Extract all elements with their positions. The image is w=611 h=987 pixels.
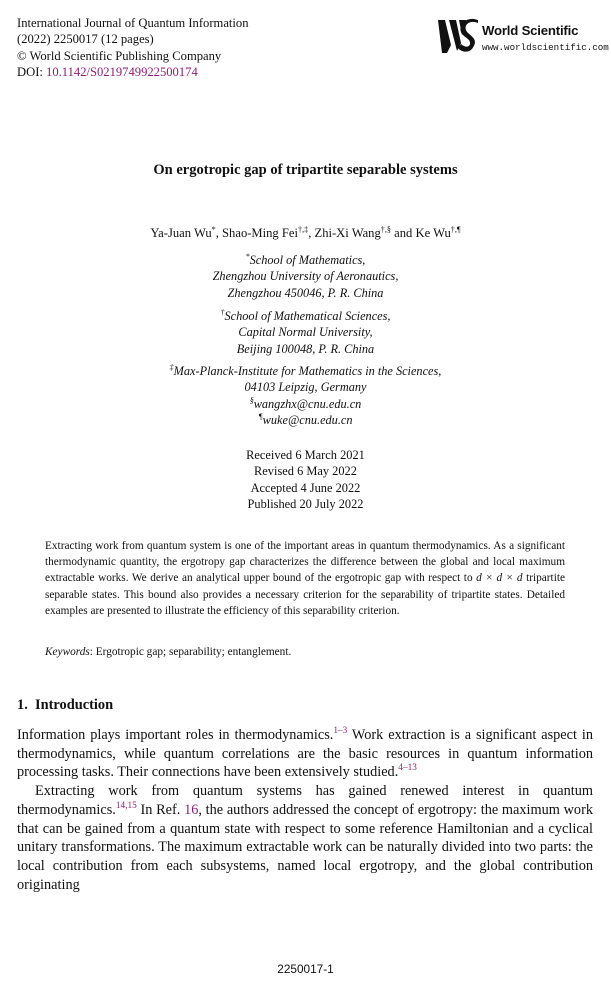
author-separator: , <box>308 226 315 240</box>
abstract-text: Extracting work from quantum system is one of the important areas in quantum thermodynamics. As a significant thermodynamic quantity, the ergotropy gap characterizes the difference between the global and local maximum extractable works. We derive an analytical upper bound of the ergotropic gap with respect to <box>45 540 565 585</box>
author-name: Ke Wu <box>415 226 451 240</box>
author-separator: and <box>391 226 416 240</box>
affiliation-line: Zhengzhou University of Aeronautics, <box>212 269 399 284</box>
doi-line <box>17 64 249 80</box>
revised-date: Revised 6 May 2022 <box>254 464 357 479</box>
paragraph-text: Information plays important roles in thermodynamics. <box>17 727 334 743</box>
history-dates <box>0 447 611 512</box>
author-name: Shao-Ming Fei <box>222 226 298 240</box>
keywords-label: Keywords <box>45 646 90 658</box>
paragraph-text: Extracting work from quantum systems has gained renewed interest in quantum thermodynamics. <box>17 783 593 818</box>
publisher-logo[interactable] <box>438 17 609 55</box>
doi-label: DOI: <box>17 65 47 80</box>
page-number: 2250017-1 <box>277 962 334 976</box>
received-date: Received 6 March 2021 <box>246 448 365 462</box>
email-line <box>0 412 611 428</box>
citation-link[interactable]: 1–3 <box>333 726 348 737</box>
publisher-url[interactable]: www.worldscientific.com <box>482 42 609 53</box>
author-mark: †,¶ <box>450 224 461 234</box>
affiliation-mark: * <box>245 251 250 261</box>
publisher-name: World Scientific <box>482 23 579 38</box>
email-line <box>0 396 611 412</box>
world-scientific-logo-icon <box>438 17 482 55</box>
citation-link[interactable]: 16 <box>184 801 199 818</box>
section-title: Introduction <box>35 697 114 713</box>
affiliation-1 <box>0 252 611 301</box>
affiliation-line: School of Mathematics, <box>249 253 366 267</box>
citation-link[interactable]: 14,15 <box>115 801 137 812</box>
affiliation-mark: † <box>220 307 225 317</box>
paragraph-text: In Ref. <box>136 801 185 818</box>
abstract <box>45 538 565 619</box>
journal-issue: (2022) 2250017 (12 pages) <box>17 32 154 47</box>
author-mark: †,§ <box>380 224 391 234</box>
affiliation-2 <box>0 308 611 357</box>
paragraph-text: Work extraction is a significant aspect in thermodynamics, while quantum correlations are the basic resources in quantum information processing tasks. Their connections have been extensively studied. <box>17 727 593 781</box>
citation-link[interactable]: 4–13 <box>398 763 417 774</box>
body-text <box>17 726 593 894</box>
email-address[interactable]: wuke@cnu.edu.cn <box>262 412 353 427</box>
affiliation-line: Max-Planck-Institute for Mathematics in the Sciences, <box>173 364 442 378</box>
affiliation-line: School of Mathematical Sciences, <box>224 309 391 323</box>
affiliation-line: Beijing 100048, P. R. China <box>236 341 375 356</box>
paragraph-text: , the authors addressed the concept of ergotropy: the maximum work that can be gained from a quantum state with respect to some reference Hamiltonian and a cyclical unitary transformations. The maximum extractable work can be naturally divided into two parts: the local contribution from each subsystems, named local ergotropy, and the global contribution originating <box>17 801 593 893</box>
doi-link[interactable]: 10.1142/S0219749922500174 <box>46 65 198 80</box>
author-name: Zhi-Xi Wang <box>314 226 381 240</box>
author-separator: , <box>215 226 223 240</box>
section-heading <box>17 697 113 714</box>
affiliation-mark: ‡ <box>169 362 174 372</box>
affiliation-line: Capital Normal University, <box>238 325 373 340</box>
section-number: 1. <box>17 697 28 713</box>
email-address[interactable]: wangzhx@cnu.edu.cn <box>253 396 362 411</box>
accepted-date: Accepted 4 June 2022 <box>250 480 361 495</box>
email-mark: ¶ <box>258 411 263 421</box>
copyright-line: © World Scientific Publishing Company <box>17 48 222 63</box>
paper-title: On ergotropic gap of tripartite separable systems <box>153 162 458 178</box>
affiliation-3 <box>0 363 611 428</box>
paragraph <box>17 782 593 894</box>
author-name: Ya-Juan Wu <box>150 226 212 240</box>
affiliation-line: 04103 Leipzig, Germany <box>244 380 367 395</box>
keywords <box>45 646 565 658</box>
abstract-text: tripartite separable states. This bound also provides a necessary criterion for the separability of tripartite states. Detailed examples are presented to illustrate the efficiency of this separability criterion. <box>45 572 565 617</box>
keywords-text: : Ergotropic gap; separability; entanglement. <box>89 646 292 658</box>
paragraph <box>17 726 593 782</box>
published-date: Published 20 July 2022 <box>247 496 364 511</box>
abstract-math: d × d × d <box>476 572 523 585</box>
affiliation-line: Zhengzhou 450046, P. R. China <box>227 285 384 300</box>
email-mark: § <box>249 395 254 405</box>
author-mark: * <box>211 224 216 234</box>
journal-name: International Journal of Quantum Information <box>17 16 249 30</box>
journal-masthead <box>17 15 249 81</box>
author-mark: †,‡ <box>297 224 309 234</box>
author-list <box>0 226 611 241</box>
